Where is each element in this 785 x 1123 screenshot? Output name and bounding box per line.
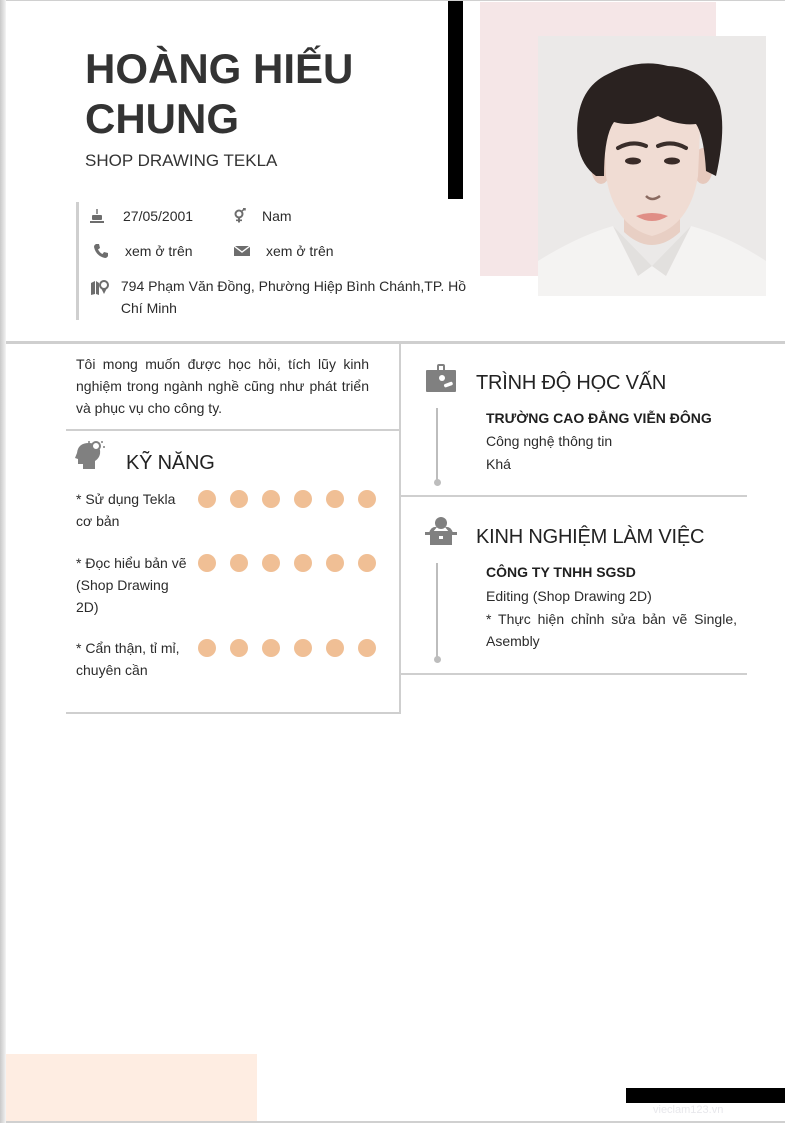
rating-dot (294, 639, 312, 657)
candidate-name (85, 44, 435, 144)
rating-dot (326, 554, 344, 572)
contact-info (76, 202, 496, 320)
person-laptop-icon (425, 517, 457, 550)
contact-phone (93, 240, 193, 262)
skills-bottom-divider (66, 712, 401, 714)
rating-dot (262, 554, 280, 572)
black-accent-bar (448, 1, 463, 199)
education-bottom-divider (401, 495, 747, 497)
portrait-illustration (538, 36, 766, 296)
rating-dot (198, 554, 216, 572)
education-grade: Khá (486, 456, 511, 472)
rating-dot (358, 490, 376, 508)
rating-dot (358, 639, 376, 657)
gender-value: Nam (262, 208, 292, 224)
profile-photo (538, 36, 766, 296)
phone-value[interactable]: xem ở trên (125, 243, 193, 259)
page-top-border (6, 0, 785, 1)
job-title: SHOP DRAWING TEKLA (85, 151, 278, 170)
black-footer-bar (626, 1088, 785, 1103)
email-value[interactable]: xem ở trên (266, 243, 334, 259)
address-value: 794 Phạm Văn Đồng, Phường Hiệp Bình Chánh,TP. Hồ Chí Minh (120, 278, 467, 316)
experience-title: KINH NGHIỆM LÀM VIỆC (476, 526, 705, 548)
rating-dot (230, 490, 248, 508)
column-divider (399, 343, 401, 714)
skill-label: * Cẩn thận, tỉ mỉ, chuyên cần (76, 640, 180, 678)
peach-accent-block (6, 1054, 257, 1121)
skill-rating (198, 554, 390, 572)
rating-dot (198, 490, 216, 508)
experience-position: Editing (Shop Drawing 2D) (486, 588, 652, 604)
education-timeline (436, 408, 438, 482)
rating-dot (294, 554, 312, 572)
rating-dot (326, 639, 344, 657)
watermark: vieclam123.vn (653, 1104, 724, 1116)
timeline-end-dot (434, 479, 441, 486)
map-marker-icon (91, 275, 111, 297)
rating-dot (358, 554, 376, 572)
education-title: TRÌNH ĐỘ HỌC VẤN (476, 372, 667, 394)
rating-dot (262, 639, 280, 657)
birthday-value: 27/05/2001 (123, 208, 194, 224)
head-lightbulb-icon (75, 439, 107, 474)
envelope-icon (234, 240, 254, 262)
rating-dot (262, 490, 280, 508)
education-major: Công nghệ thông tin (486, 433, 613, 449)
contact-email (234, 240, 334, 262)
rating-dot (230, 554, 248, 572)
contact-birthday (89, 205, 193, 227)
phone-icon (93, 240, 113, 262)
skill-rating (198, 639, 390, 657)
rating-dot (230, 639, 248, 657)
skill-label: * Đọc hiểu bản vẽ (Shop Drawing 2D) (76, 555, 187, 615)
birthday-cake-icon (89, 205, 109, 227)
rating-dot (198, 639, 216, 657)
experience-timeline (436, 563, 438, 658)
name-line-2: CHUNG (85, 95, 239, 142)
rating-dot (326, 490, 344, 508)
page-left-shadow (0, 0, 6, 1123)
name-line-1: HOÀNG HIẾU (85, 45, 354, 92)
experience-description: * Thực hiện chỉnh sửa bản vẽ Single, Asembly (486, 611, 737, 649)
career-objective: Tôi mong muốn được học hỏi, tích lũy kinh nghiệm trong ngành nghề cũng như phát triển và phục vụ cho công ty. (76, 356, 369, 416)
skills-title: KỸ NĂNG (126, 452, 215, 474)
skill-label: * Sử dụng Tekla cơ bản (76, 491, 176, 529)
rating-dot (294, 490, 312, 508)
gender-icon (232, 205, 252, 227)
contact-gender (232, 205, 292, 227)
experience-bottom-divider (401, 673, 747, 675)
timeline-end-dot (434, 656, 441, 663)
experience-company: CÔNG TY TNHH SGSD (486, 564, 636, 580)
skill-rating (198, 490, 390, 508)
education-school: TRƯỜNG CAO ĐẲNG VIỄN ĐÔNG (486, 410, 712, 426)
skills-top-divider (66, 429, 400, 431)
header-divider (6, 341, 785, 344)
briefcase-icon (426, 364, 456, 397)
contact-address (91, 275, 491, 319)
